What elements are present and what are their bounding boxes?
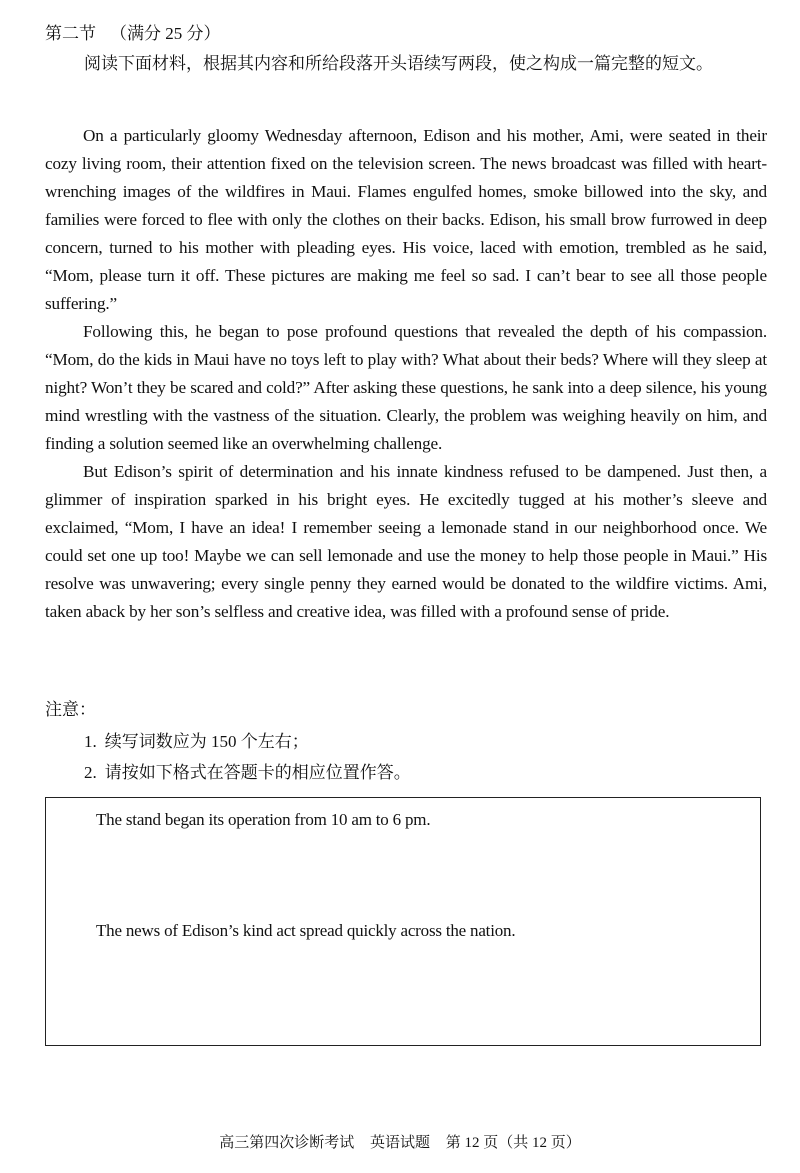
footer-exam: 高三第四次诊断考试 [219, 1135, 355, 1151]
reading-passage [45, 122, 767, 626]
passage-paragraph-1: On a particularly gloomy Wednesday afternoon, Edison and his mother, Ami, were seated in their cozy living room, their attention fixed on the television screen. The news broadcast was filled with heart-wrenching images of the wildfires in Maui. Flames engulfed homes, smoke billowed into the sky, and families were forced to flee with only the clothes on their backs. Edison, his small brow furrowed in deep concern, turned to his mother with pleading eyes. His voice, laced with emotion, trembled as he said, “Mom, please turn it off. These pictures are making me feel so sad. I can’t bear to see all those people suffering.” [45, 126, 767, 313]
page-footer [0, 1133, 800, 1153]
footer-subject: 英语试题 [369, 1135, 430, 1151]
task-instruction: 阅读下面材料，根据其内容和所给段落开头语续写两段，使之构成一篇完整的短文。 [84, 54, 713, 73]
note-number: 2. [84, 763, 97, 782]
note-item [84, 730, 309, 754]
note-number: 1. [84, 732, 97, 751]
section-label: 第二节 [45, 24, 96, 43]
footer-page-number: 第 12 页（共 12 页） [445, 1135, 581, 1151]
passage-paragraph-3: But Edison’s spirit of determination and his innate kindness refused to be dampened. Just then, a glimmer of inspiration sparked in his bright eyes. He excitedly tugged at his mother’s sleeve and exclaimed, “Mom, I have an idea! I remember seeing a lemonade stand in our neighborhood once. We could set one up too! Maybe we can sell lemonade and use the money to help those people in Maui.” His resolve was unwavering; every single penny they earned would be donated to the wildfire victims. Ami, taken aback by her son’s selfless and creative idea, was filled with a profound sense of pride. [45, 462, 767, 621]
note-item [84, 761, 411, 785]
paragraph-prompt-2: The news of Edison’s kind act spread quickly across the nation. [96, 921, 516, 940]
paragraph-prompt-1: The stand began its operation from 10 am to 6 pm. [96, 810, 431, 829]
section-points: （满分 25 分） [110, 24, 221, 43]
passage-paragraph-2: Following this, he began to pose profound questions that revealed the depth of his compassion. “Mom, do the kids in Maui have no toys left to play with? What about their beds? Where will they sleep at night? Won’t they be scared and cold?” After asking these questions, he sank into a deep silence, his young mind wrestling with the vastness of the situation. Clearly, the problem was weighing heavily on him, and finding a solution seemed like an overwhelming challenge. [45, 322, 767, 453]
section-title [45, 22, 221, 46]
note-text: 续写词数应为 150 个左右； [104, 732, 309, 751]
note-text: 请按如下格式在答题卡的相应位置作答。 [104, 763, 411, 782]
notes-title: 注意： [45, 700, 96, 719]
